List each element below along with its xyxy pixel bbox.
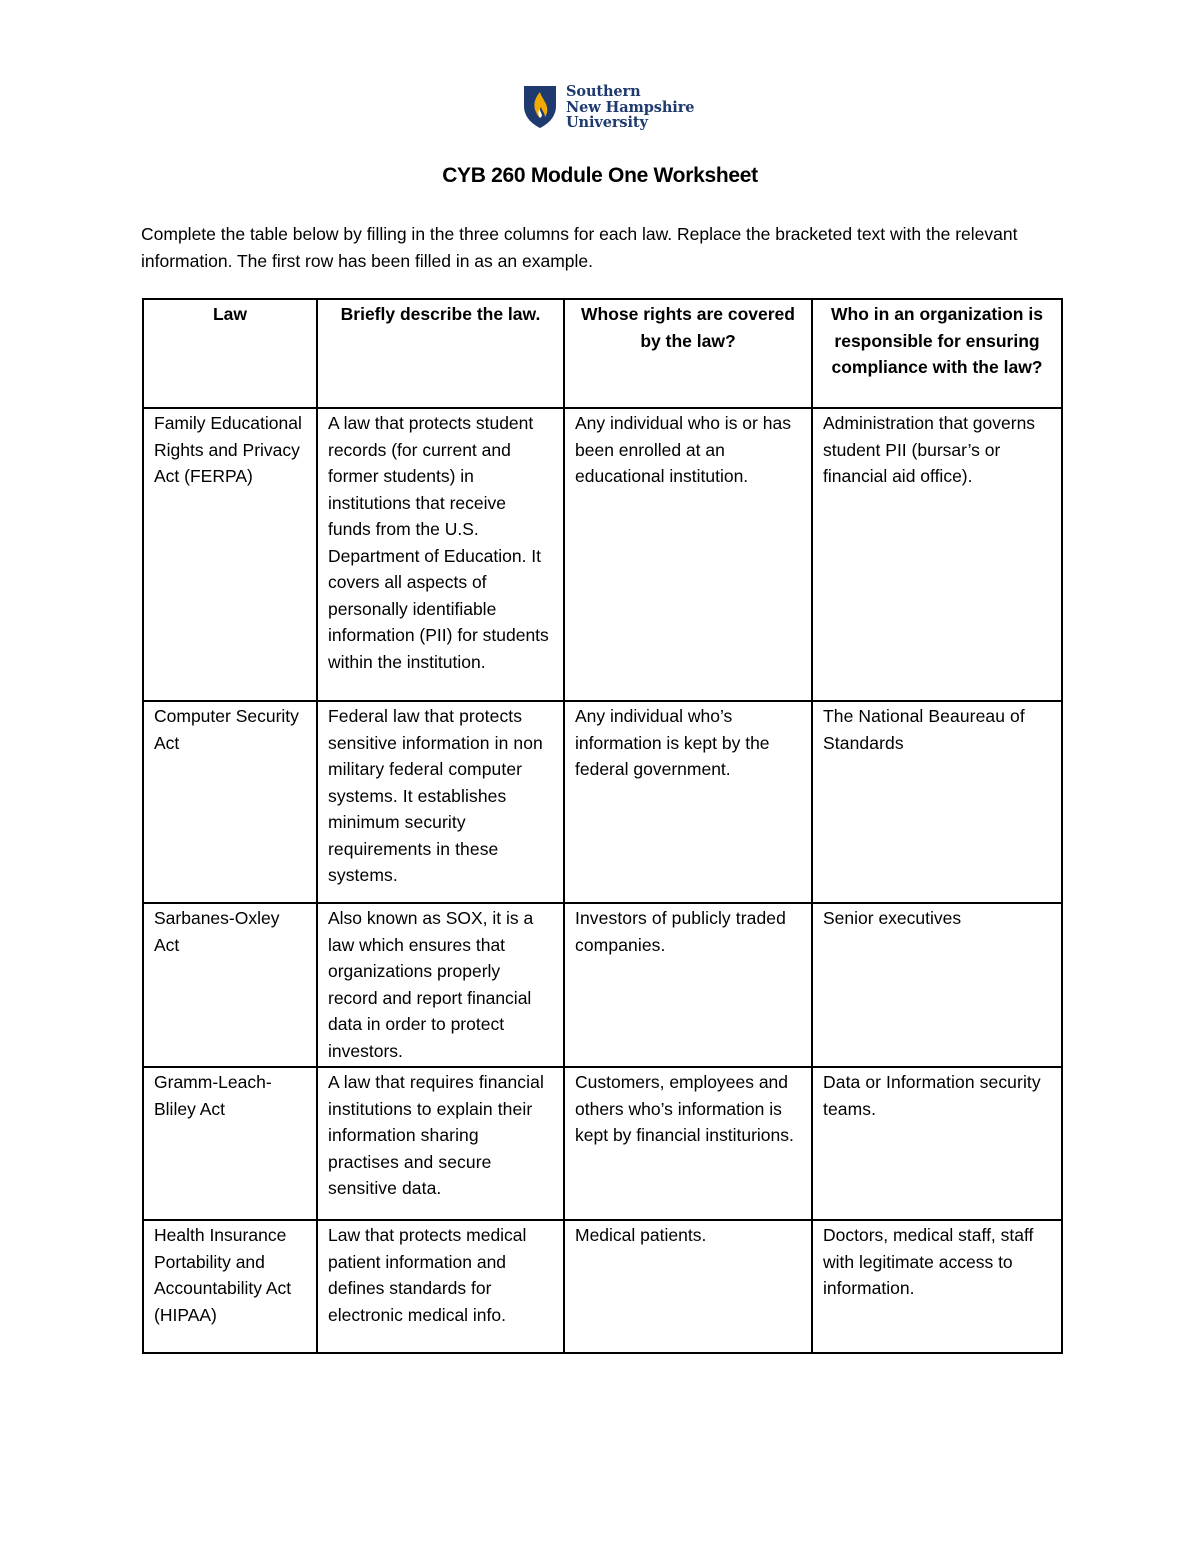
cell-rights[interactable]: Customers, employees and others who’s information is kept by financial institurions.	[564, 1067, 812, 1220]
table-header-row	[143, 299, 1062, 408]
cell-responsible[interactable]: Data or Information security teams.	[812, 1067, 1062, 1220]
laws-table	[142, 298, 1063, 1354]
cell-law[interactable]: Gramm-Leach-Bliley Act	[143, 1067, 317, 1220]
logo-line-3: University	[566, 114, 648, 131]
header-description: Briefly describe the law.	[317, 299, 564, 408]
cell-law[interactable]: Health Insurance Portability and Accountability Act (HIPAA)	[143, 1220, 317, 1353]
cell-law[interactable]: Family Educational Rights and Privacy Act (FERPA)	[143, 408, 317, 701]
logo-wordmark	[566, 84, 694, 131]
cell-description[interactable]: Federal law that protects sensitive information in non military federal computer systems. It establishes minimum security requirements in these systems.	[317, 701, 564, 903]
table-row	[143, 903, 1062, 1067]
cell-description[interactable]: A law that requires financial institutions to explain their information sharing practises and secure sensitive data.	[317, 1067, 564, 1220]
cell-rights[interactable]: Any individual who is or has been enrolled at an educational institution.	[564, 408, 812, 701]
header-law: Law	[143, 299, 317, 408]
table-row	[143, 408, 1062, 701]
logo-line-1: Southern	[566, 83, 641, 100]
cell-rights[interactable]: Investors of publicly traded companies.	[564, 903, 812, 1067]
cell-description[interactable]: A law that protects student records (for current and former students) in institutions that receive funds from the U.S. Department of Education. It covers all aspects of personally identifiable information (PII) for students within the institution.	[317, 408, 564, 701]
cell-law[interactable]: Computer Security Act	[143, 701, 317, 903]
cell-responsible[interactable]: Administration that governs student PII (bursar’s or financial aid office).	[812, 408, 1062, 701]
cell-description[interactable]: Also known as SOX, it is a law which ensures that organizations properly record and report financial data in order to protect investors.	[317, 903, 564, 1067]
cell-law[interactable]: Sarbanes-Oxley Act	[143, 903, 317, 1067]
table-row	[143, 1067, 1062, 1220]
cell-responsible[interactable]: The National Beaureau of Standards	[812, 701, 1062, 903]
logo-line-2: New Hampshire	[566, 98, 695, 116]
university-logo	[522, 84, 694, 131]
header-rights: Whose rights are covered by the law?	[564, 299, 812, 408]
cell-rights[interactable]: Any individual who’s information is kept by the federal government.	[564, 701, 812, 903]
cell-rights[interactable]: Medical patients.	[564, 1220, 812, 1353]
cell-responsible[interactable]: Doctors, medical staff, staff with legitimate access to information.	[812, 1220, 1062, 1353]
shield-flame-icon	[522, 84, 558, 130]
table-row	[143, 1220, 1062, 1353]
table-row	[143, 701, 1062, 903]
cell-responsible[interactable]: Senior executives	[812, 903, 1062, 1067]
header-responsible: Who in an organization is responsible for ensuring compliance with the law?	[812, 299, 1062, 408]
cell-description[interactable]: Law that protects medical patient information and defines standards for electronic medical info.	[317, 1220, 564, 1353]
instructions-paragraph: Complete the table below by filling in the three columns for each law. Replace the bracketed text with the relevant information. The first row has been filled in as an example.	[141, 224, 1018, 271]
page-title: CYB 260 Module One Worksheet	[442, 164, 758, 187]
